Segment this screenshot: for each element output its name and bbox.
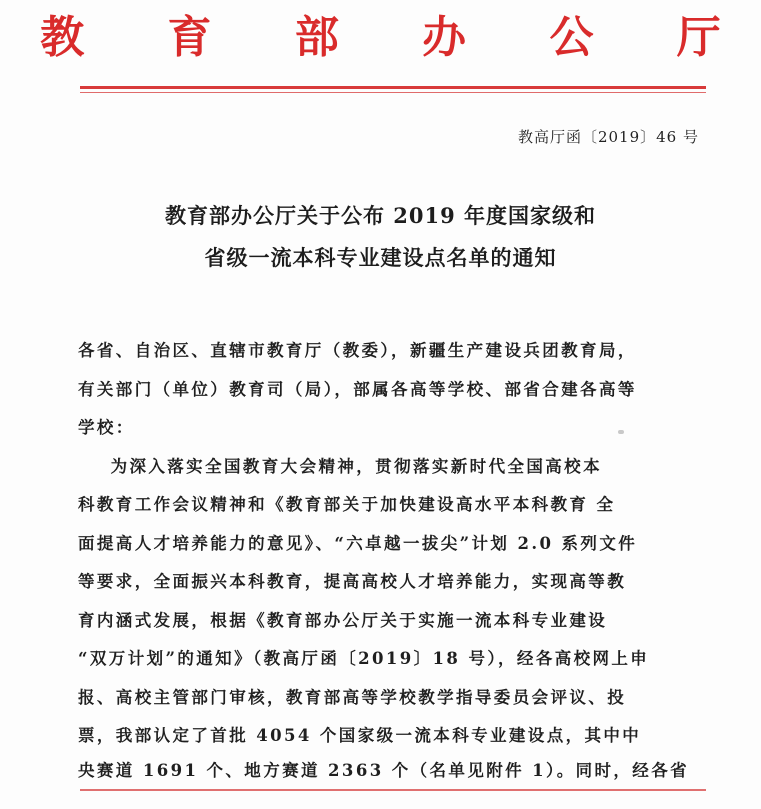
body-line: 报、高校主管部门审核，教育部高等学校教学指导委员会评议、投 bbox=[78, 688, 627, 707]
document-title-line-2: 省级一流本科专业建设点名单的通知 bbox=[204, 245, 557, 270]
document-title-line-1: 教育部办公厅关于公布 2019 年度国家级和 bbox=[164, 203, 597, 228]
letterhead-red-rule bbox=[80, 86, 706, 89]
body-line: 育内涵式发展，根据《教育部办公厅关于实施一流本科专业建设 bbox=[78, 611, 608, 630]
letterhead-title: 教 育 部 办 公 厅 bbox=[40, 12, 755, 63]
body-line: 面提高人才培养能力的意见》、“六卓越一拔尖”计划 2.0 系列文件 bbox=[78, 534, 638, 553]
letterhead-red-rule-thin bbox=[80, 92, 706, 93]
scan-smudge bbox=[618, 430, 624, 434]
body-line: 为深入落实全国教育大会精神，贯彻落实新时代全国高校本 bbox=[78, 457, 602, 476]
body-line: 票，我部认定了首批 4054 个国家级一流本科专业建设点，其中中 bbox=[78, 726, 642, 745]
body-line: 央赛道 1691 个、地方赛道 2363 个（名单见附件 1）。同时，经各省 bbox=[78, 761, 689, 780]
document-number: 教高厅函〔2019〕46 号 bbox=[517, 128, 699, 146]
body-line: 等要求，全面振兴本科教育，提高高校人才培养能力，实现高等教 bbox=[78, 572, 627, 591]
body-line: “双万计划”的通知》（教高厅函〔2019〕18 号），经各高校网上申 bbox=[78, 649, 650, 668]
body-line: 各省、自治区、直辖市教育厅（教委），新疆生产建设兵团教育局， bbox=[78, 341, 637, 360]
bottom-red-rule bbox=[80, 789, 706, 791]
body-line: 有关部门（单位）教育司（局），部属各高等学校、部省合建各高等 bbox=[78, 380, 637, 399]
body-line: 学校： bbox=[78, 418, 135, 437]
body-line: 科教育工作会议精神和《教育部关于加快建设高水平本科教育 全 bbox=[78, 495, 616, 514]
